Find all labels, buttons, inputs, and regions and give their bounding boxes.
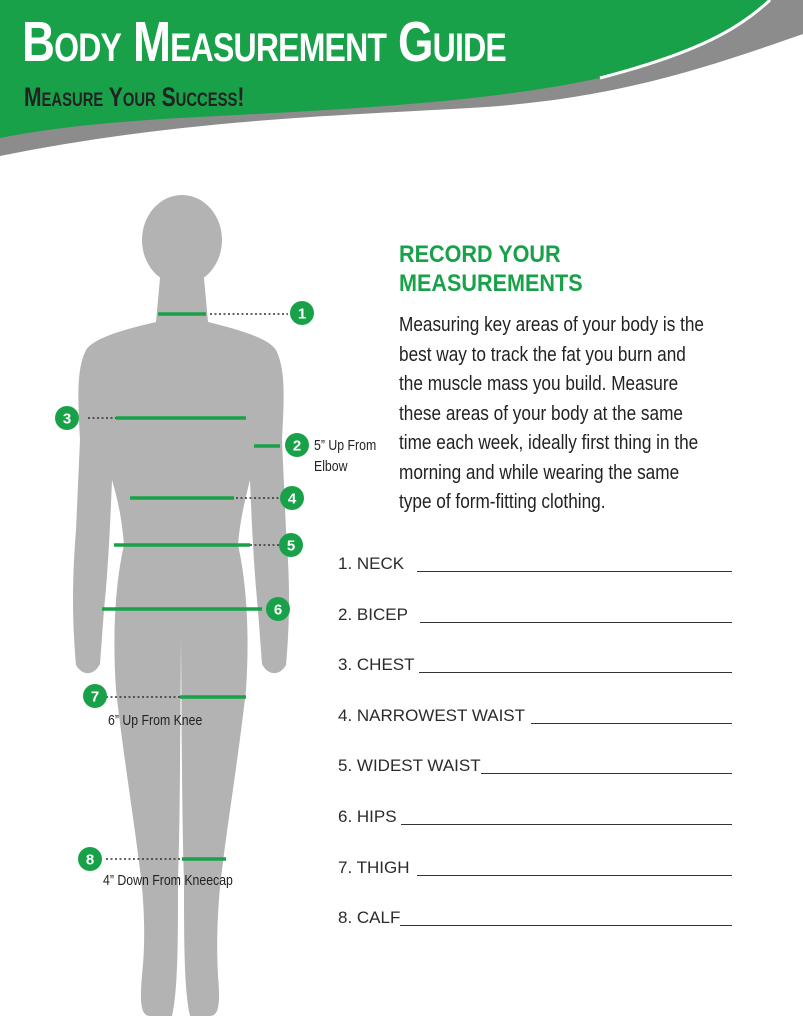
record-label: 8. CALF — [338, 908, 401, 928]
record-heading: RECORD YOUR MEASUREMENTS — [399, 241, 583, 297]
page-title: Body Measurement Guide — [22, 10, 506, 74]
record-blank-line[interactable] — [420, 622, 732, 623]
record-label: 2. BICEP — [338, 604, 408, 624]
thigh-note: 6” Up From Knee — [108, 712, 203, 729]
marker-8-number: 8 — [85, 851, 95, 869]
record-row-bicep — [338, 603, 732, 654]
marker-2-number: 2 — [292, 437, 302, 455]
marker-5-number: 5 — [286, 537, 296, 555]
measurement-record-list — [338, 552, 732, 957]
marker-4-number: 4 — [287, 490, 297, 508]
record-blank-line[interactable] — [417, 875, 732, 876]
record-label: 3. CHEST — [338, 655, 415, 675]
record-label: 5. WIDEST WAIST — [338, 756, 481, 776]
bicep-note-line1: 5” Up From — [314, 437, 377, 454]
silhouette-head — [142, 195, 222, 285]
body-silhouette — [73, 195, 289, 1016]
record-row-thigh — [338, 856, 732, 907]
marker-7-number: 7 — [90, 688, 100, 706]
body-diagram — [0, 180, 330, 1024]
record-blank-line[interactable] — [400, 925, 732, 926]
page-subtitle: Measure Your Success! — [24, 82, 245, 112]
record-blank-line[interactable] — [401, 824, 732, 825]
record-row-neck — [338, 552, 732, 603]
record-label: 7. THIGH — [338, 857, 410, 877]
record-blank-line[interactable] — [531, 723, 732, 724]
intro-paragraph: Measuring key areas of your body is the best way to track the fat you burn and the muscle mass you build. Measure these areas of your body at the same time each week, ideally first thing in the morning and while wearing the same type of form-fitting clothing. — [399, 314, 704, 513]
bicep-note-line2: Elbow — [314, 458, 348, 475]
marker-1-number: 1 — [297, 305, 307, 323]
record-row-chest — [338, 653, 732, 704]
silhouette-torso — [73, 278, 289, 1016]
record-blank-line[interactable] — [417, 571, 732, 572]
record-row-hips — [338, 805, 732, 856]
marker-3-number: 3 — [62, 410, 72, 428]
calf-note: 4” Down From Kneecap — [103, 872, 233, 889]
record-blank-line[interactable] — [419, 672, 732, 673]
record-label: 1. NECK — [338, 554, 405, 573]
record-row-narrowest-waist — [338, 704, 732, 755]
record-row-calf — [338, 906, 732, 957]
record-blank-line[interactable] — [481, 773, 732, 774]
record-label: 6. HIPS — [338, 806, 397, 826]
record-label: 4. NARROWEST WAIST — [338, 705, 526, 725]
record-row-widest-waist — [338, 754, 732, 805]
marker-6-number: 6 — [273, 601, 283, 619]
